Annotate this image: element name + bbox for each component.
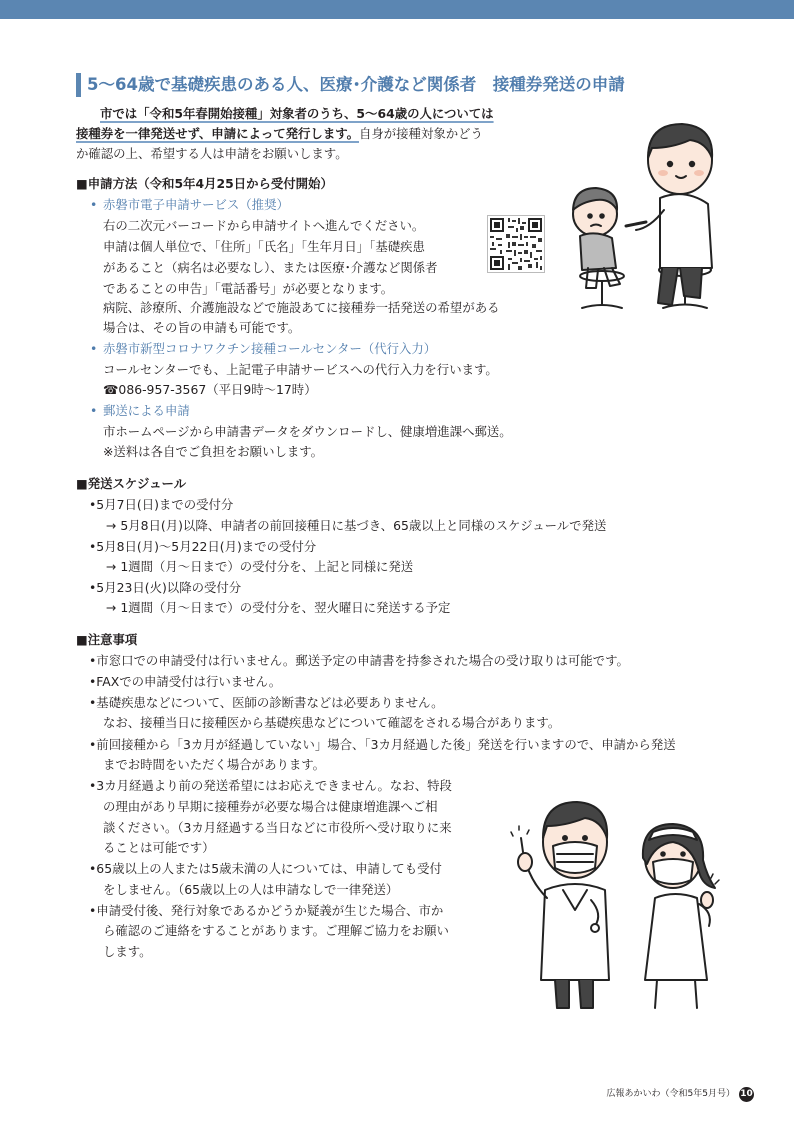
intro-line-3: か確認の上、希望する人は申請をお願いします。 (76, 146, 348, 161)
note-line: の理由があり早期に接種券が必要な場合は健康増進課へご相 (103, 799, 438, 814)
doctor-and-nurse-illustration (505, 780, 725, 1015)
note-line: 談ください。（3カ月経過する当日などに市役所へ受け取りに来 (103, 820, 452, 835)
online-line: 申請は個人単位で、「住所」「氏名」「生年月日」「基礎疾患 (103, 239, 425, 254)
schedule-line: •5月23日(火)以降の受付分 (89, 580, 242, 595)
footer (607, 1086, 754, 1102)
note-line: •65歳以上の人または5歳未満の人については、申請しても受付 (89, 861, 442, 876)
note-line: をしません。（65歳以上の人は申請なしで一律発送） (103, 882, 399, 897)
schedule-line: → 1週間（月～日まで）の受付分を、翌火曜日に発送する予定 (106, 600, 451, 615)
online-line: 右の二次元バーコードから申請サイトへ進んでください。 (103, 218, 425, 233)
bullet: • (90, 403, 98, 418)
schedule-line: → 1週間（月～日まで）の受付分を、上記と同様に発送 (106, 559, 414, 574)
intro-line-2-rest: 自身が接種対象かどう (359, 126, 483, 141)
call-center-phone: ☎086-957-3567（平日9時～17時） (103, 382, 317, 397)
online-line: 場合は、その旨の申請も可能です。 (103, 320, 301, 335)
top-color-bar (0, 0, 794, 19)
note-line: なお、接種当日に接種医から基礎疾患などについて確認をされる場合があります。 (103, 715, 561, 730)
schedule-line: •5月7日(日)までの受付分 (89, 497, 234, 512)
schedule-line: → 5月8日(月)以降、申請者の前回接種日に基づき、65歳以上と同様のスケジュールで発送 (106, 518, 607, 533)
online-line: 病院、診療所、介護施設などで施設あてに接種券一括発送の希望がある (103, 300, 500, 315)
bullet: • (90, 197, 98, 212)
online-line: があること（病名は必要なし）、または医療･介護など関係者 (103, 260, 438, 275)
online-service-title: 赤磐市電子申請サービス（推奨） (103, 197, 289, 212)
apply-heading: ■申請方法（令和5年4月25日から受付開始） (76, 176, 333, 191)
note-line: ら確認のご連絡をすることがあります。ご理解ご協力をお願い (103, 923, 449, 938)
page-number: 10 (739, 1087, 754, 1102)
note-line: •申請受付後、発行対象であるかどうか疑義が生じた場合、市か (89, 903, 444, 918)
note-line: •3カ月経過より前の発送希望にはお応えできません。なお、特段 (89, 778, 452, 793)
schedule-heading: ■発送スケジュール (76, 476, 187, 491)
intro-line-2-emphasis: 接種券を一律発送せず、申請によって発行します。 (76, 126, 359, 141)
schedule-line: •5月8日(月)～5月22日(月)までの受付分 (89, 539, 317, 554)
online-line: であることの申告」「電話番号」が必要となります。 (103, 281, 394, 296)
note-line: ることは可能です） (103, 840, 215, 855)
qr-code[interactable] (487, 215, 545, 273)
mail-line: ※送料は各自でご負担をお願いします。 (103, 444, 324, 459)
qr-code-graphic (488, 216, 544, 272)
note-line: •FAXでの申請受付は行いません。 (89, 674, 282, 689)
notes-heading: ■注意事項 (76, 632, 138, 647)
note-line: までお時間をいただく場合があります。 (103, 757, 326, 772)
intro-line-1: 市では「令和5年春開始接種」対象者のうち、5～64歳の人については (100, 106, 494, 121)
note-line: •前回接種から「3カ月が経過していない」場合、「3カ月経過した後」発送を行いますので、申請から発送 (89, 737, 676, 752)
call-center-title: 赤磐市新型コロナワクチン接種コールセンター（代行入力） (103, 341, 437, 356)
publication-name: 広報あかいわ（令和5年5月号） (606, 1089, 735, 1099)
bullet: • (90, 341, 98, 356)
page-title: 5～64歳で基礎疾患のある人、医療･介護など関係者 接種券発送の申請 (76, 73, 625, 97)
mail-line: 市ホームページから申請書データをダウンロードし、健康増進課へ郵送。 (103, 424, 512, 439)
mail-title: 郵送による申請 (103, 403, 190, 418)
note-line: します。 (103, 944, 152, 959)
intro-line-2 (76, 124, 483, 144)
doctor-vaccinating-child-illustration (560, 118, 730, 318)
note-line: •基礎疾患などについて、医師の診断書などは必要ありません。 (89, 695, 444, 710)
note-line: •市窓口での申請受付は行いません。郵送予定の申請書を持参された場合の受け取りは可能です。 (89, 653, 629, 668)
call-center-line: コールセンターでも、上記電子申請サービスへの代行入力を行います。 (103, 362, 498, 377)
